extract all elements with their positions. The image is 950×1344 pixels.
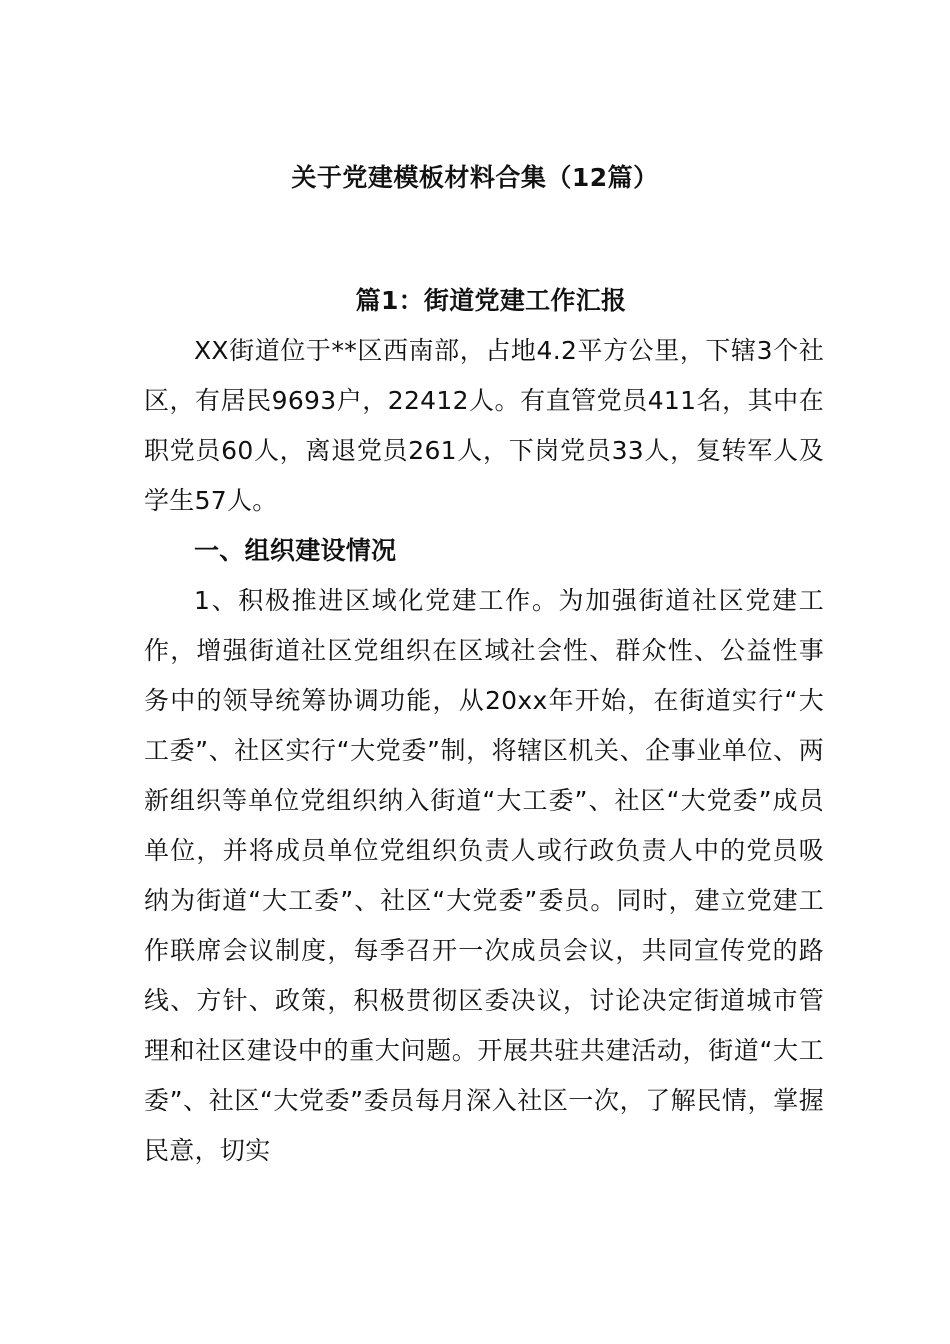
intro-paragraph: XX街道位于**区西南部，占地4.2平方公里，下辖3个社区，有居民9693户，22412人。有直管党员411名，其中在职党员60人，离退党员261人，下岗党员33人，复转军人及学生57人。	[144, 336, 824, 515]
document-title: 关于党建模板材料合集（12篇）	[291, 163, 659, 192]
document-body	[144, 276, 824, 1176]
body-paragraph: 1、积极推进区域化党建工作。为加强街道社区党建工作，增强街道社区党组织在区域社会性、群众性、公益性事务中的领导统筹协调功能，从20xx年开始，在街道实行“大工委”、社区实行“大党委”制，将辖区机关、企事业单位、两新组织等单位党组织纳入街道“大工委”、社区“大党委”成员单位，并将成员单位党组织负责人或行政负责人中的党员吸纳为街道“大工委”、社区“大党委”委员。同时，建立党建工作联席会议制度，每季召开一次成员会议，共同宣传党的路线、方针、政策，积极贯彻区委决议，讨论决定街道城市管理和社区建设中的重大问题。开展共驻共建活动，街道“大工委”、社区“大党委”委员每月深入社区一次，了解民情，掌握民意，切实	[144, 586, 824, 1165]
section-title: 篇1：街道党建工作汇报	[355, 286, 627, 315]
section-heading-organization: 一、组织建设情况	[194, 536, 397, 565]
